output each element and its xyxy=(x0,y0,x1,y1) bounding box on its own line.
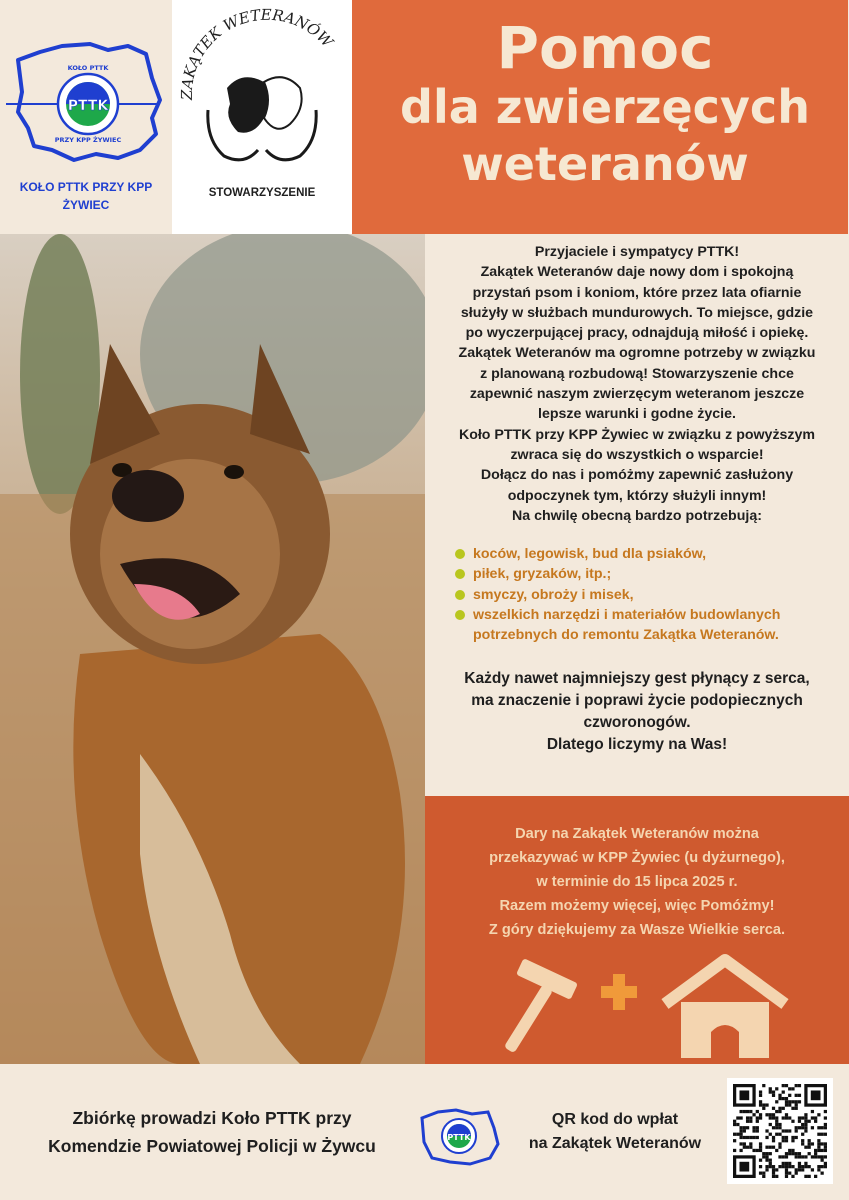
intro-line: Zakątek Weteranów daje nowy dom i spokojną xyxy=(480,264,794,281)
intro-line: Na chwilę obecną bardzo potrzebują: xyxy=(512,507,762,524)
title-line1: Pomoc xyxy=(496,14,714,82)
zakatek-arc-text: ZAKĄTEK WETERANÓW xyxy=(177,5,337,101)
intro-line: zapewnić naszym zwierzęcym weteranom jeszcze xyxy=(469,386,805,403)
title-line3: weteranów xyxy=(461,137,749,192)
intro-line: Dołącz do nas i pomóżmy zapewnić zasłużony xyxy=(480,467,794,484)
house-icon xyxy=(665,960,785,1058)
qr-label-line1: QR kod do wpłat xyxy=(551,1111,679,1128)
intro-line: odpoczynek tym, którzy służyli innym! xyxy=(507,487,767,504)
qr-label-line2: na Zakątek Weteranów xyxy=(528,1135,702,1152)
pttk-logo-block xyxy=(0,0,172,234)
qr-label xyxy=(510,1108,720,1156)
pttk-logo-caption xyxy=(0,178,172,214)
donation-line: przekazywać w KPP Żywiec (u dyżurnego), xyxy=(489,850,785,866)
needs-item: smyczy, obroży i misek, xyxy=(455,585,839,605)
intro-line: Koło PTTK przy KPP Żywiec w związku z powyższym xyxy=(458,426,816,443)
zakatek-logo xyxy=(172,0,352,234)
qr-code[interactable] xyxy=(727,1078,833,1184)
donation-panel xyxy=(425,796,849,1064)
needs-item: wszelkich narzędzi i materiałów budowlanych potrzebnych do remontu Zakątka Weteranów. xyxy=(455,605,839,646)
outro-line: Każdy nawet najmniejszy gest płynący z serca, xyxy=(464,669,810,687)
outro-line: czworonogów. xyxy=(583,713,691,731)
needs-list xyxy=(455,544,839,645)
hammer-icon xyxy=(504,958,578,1053)
page-title xyxy=(370,14,840,194)
pttk-logo-inner-text: PTTK xyxy=(67,98,109,114)
donation-line: Z góry dziękujemy za Wasze Wielkie serca. xyxy=(488,922,786,938)
outro-line: ma znaczenie i poprawi życie podopiecznych xyxy=(471,691,803,709)
organizer-line1: Zbiórkę prowadzi Koło PTTK przy xyxy=(72,1108,352,1128)
qr-code-icon xyxy=(733,1084,827,1178)
needs-item: piłek, gryzaków, itp.; xyxy=(455,564,839,584)
outro-line: Dlatego liczymy na Was! xyxy=(546,735,728,753)
donation-line: Razem możemy więcej, więc Pomóżmy! xyxy=(499,898,775,914)
footer xyxy=(0,1064,849,1200)
zakatek-caption: STOWARZYSZENIE xyxy=(208,187,316,199)
zakatek-logo-block xyxy=(172,0,352,234)
organizer-text xyxy=(12,1104,412,1160)
intro-text xyxy=(435,242,839,526)
pttk-mini-logo xyxy=(412,1092,502,1172)
pttk-logo-ring-top: KOŁO PTTK xyxy=(67,64,109,72)
pttk-caption-line2: ŻYWIEC xyxy=(62,198,110,212)
plus-icon xyxy=(601,974,637,1010)
intro-line: Przyjaciele i sympatycy PTTK! xyxy=(534,244,740,260)
info-panel xyxy=(425,234,849,796)
title-line2: dla zwierzęcych xyxy=(400,79,810,134)
outro-text xyxy=(435,668,839,756)
intro-line: zwraca się do wszystkich o wsparcie! xyxy=(510,446,764,463)
intro-line: z planowaną rozbudową! Stowarzyszenie chce xyxy=(480,365,794,382)
intro-line: przystań psom i koniom, które przez lata ofiarnie xyxy=(472,284,802,301)
donation-text xyxy=(425,822,849,942)
donation-icons xyxy=(425,952,849,1062)
mini-logo-text: PTTK xyxy=(447,1133,471,1142)
intro-line: lepsze warunki i godne życie. xyxy=(538,406,736,423)
intro-line: służyły w służbach mundurowych. To miejsce, gdzie xyxy=(460,304,814,321)
organizer-line2: Komendzie Powiatowej Policji w Żywcu xyxy=(48,1136,376,1156)
pttk-logo xyxy=(0,0,172,180)
dog-photo xyxy=(0,234,425,1064)
needs-item: koców, legowisk, bud dla psiaków, xyxy=(455,544,839,564)
donation-line: w terminie do 15 lipca 2025 r. xyxy=(536,874,738,890)
pttk-caption-line1: KOŁO PTTK PRZY KPP xyxy=(19,180,153,194)
intro-line: Zakątek Weteranów ma ogromne potrzeby w związku xyxy=(458,345,816,362)
pttk-logo-ring-bottom: PRZY KPP ŻYWIEC xyxy=(54,136,122,144)
intro-line: po wyczerpującej pracy, odnajdują miłość i opiekę. xyxy=(465,325,809,342)
dog-illustration xyxy=(0,234,425,1064)
donation-line: Dary na Zakątek Weteranów można xyxy=(515,826,759,842)
